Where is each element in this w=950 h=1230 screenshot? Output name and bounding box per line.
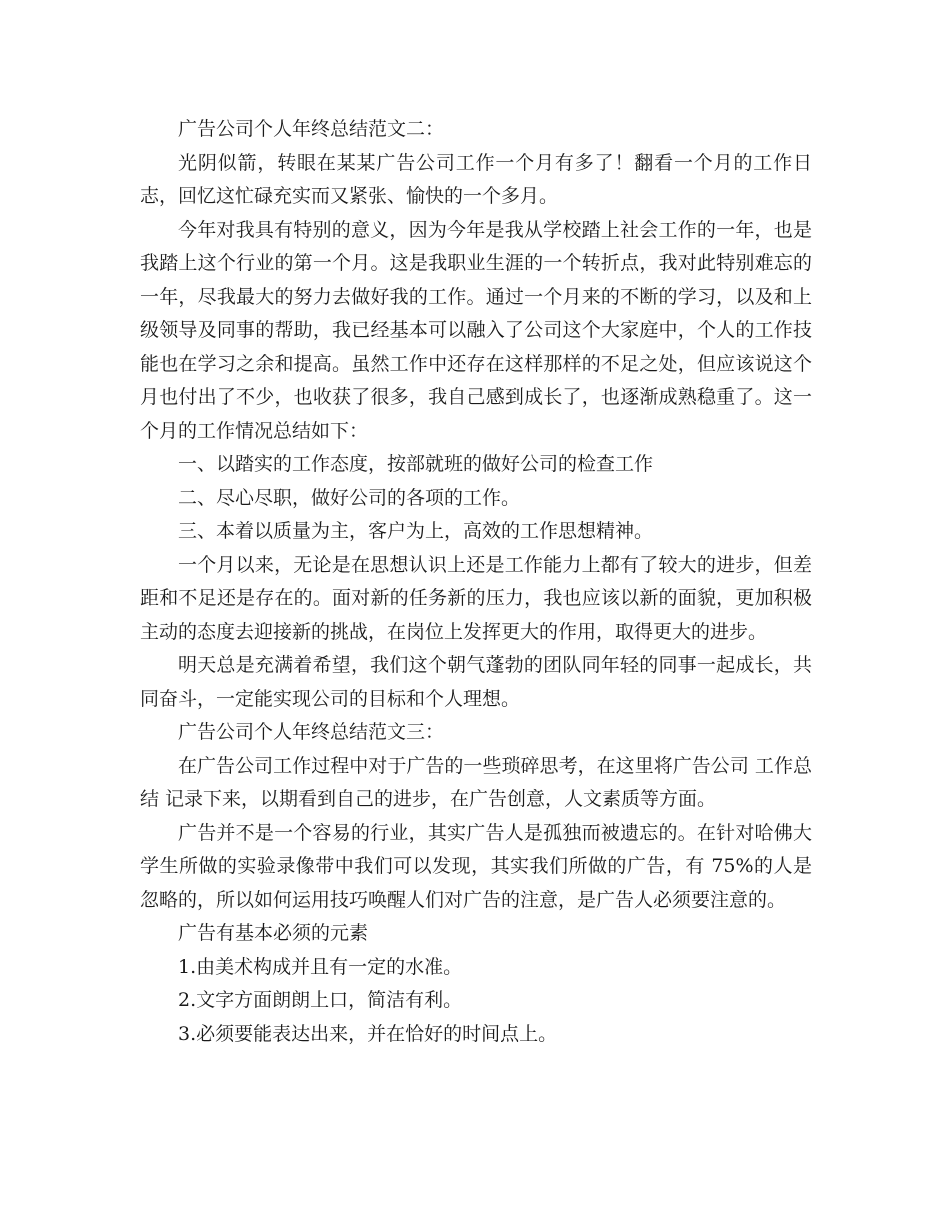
body-paragraph: 一个月以来，无论是在思想认识上还是工作能力上都有了较大的进步，但差距和不足还是存在的。面对新的任务新的压力，我也应该以新的面貌，更加积极主动的态度去迎接新的挑战，在岗位上发挥更大的作用，取得更大的进步。	[140, 553, 812, 643]
section-heading-two: 广告公司个人年终总结范文二：	[178, 118, 445, 140]
list-item: 1.由美术构成并且有一定的水准。	[178, 955, 463, 978]
list-item: 三、本着以质量为主，客户为上，高效的工作思想精神。	[178, 520, 654, 542]
list-item: 二、尽心尽职，做好公司的各项的工作。	[178, 486, 521, 509]
section-heading-three: 广告公司个人年终总结范文三：	[178, 721, 445, 743]
body-paragraph: 广告并不是一个容易的行业，其实广告人是孤独而被遗忘的。在针对哈佛大学生所做的实验录像带中我们可以发现，其实我们所做的广告，有 75%的人是忽略的，所以如何运用技巧唤醒人们对广告的注意，是广告人必须要注意的。	[140, 821, 812, 911]
body-paragraph: 今年对我具有特别的意义，因为今年是我从学校踏上社会工作的一年，也是我踏上这个行业的第一个月。这是我职业生涯的一个转折点，我对此特别难忘的一年，尽我最大的努力去做好我的工作。通过一个月来的不断的学习，以及和上级领导及同事的帮助，我已经基本可以融入了公司这个大家庭中，个人的工作技能也在学习之余和提高。虽然工作中还存在这样那样的不足之处，但应该说这个月也付出了不少，也收获了很多，我自己感到成长了，也逐渐成熟稳重了。这一个月的工作情况总结如下：	[140, 218, 812, 442]
body-paragraph: 明天总是充满着希望，我们这个朝气蓬勃的团队同年轻的同事一起成长，共同奋斗，一定能实现公司的目标和个人理想。	[140, 654, 812, 710]
subheading: 广告有基本必须的元素	[178, 922, 369, 944]
document-body	[140, 113, 812, 1051]
list-item: 3.必须要能表达出来，并在恰好的时间点上。	[178, 1022, 558, 1045]
body-paragraph: 在广告公司工作过程中对于广告的一些琐碎思考，在这里将广告公司 工作总结 记录下来，以期看到自己的进步，在广告创意，人文素质等方面。	[140, 754, 812, 810]
list-item: 2.文字方面朗朗上口，简洁有利。	[178, 989, 463, 1011]
body-paragraph: 光阴似箭，转眼在某某广告公司工作一个月有多了！翻看一个月的工作日志，回忆这忙碌充实而又紧张、愉快的一个多月。	[140, 151, 812, 207]
list-item: 一、以踏实的工作态度，按部就班的做好公司的检查工作	[178, 453, 654, 475]
